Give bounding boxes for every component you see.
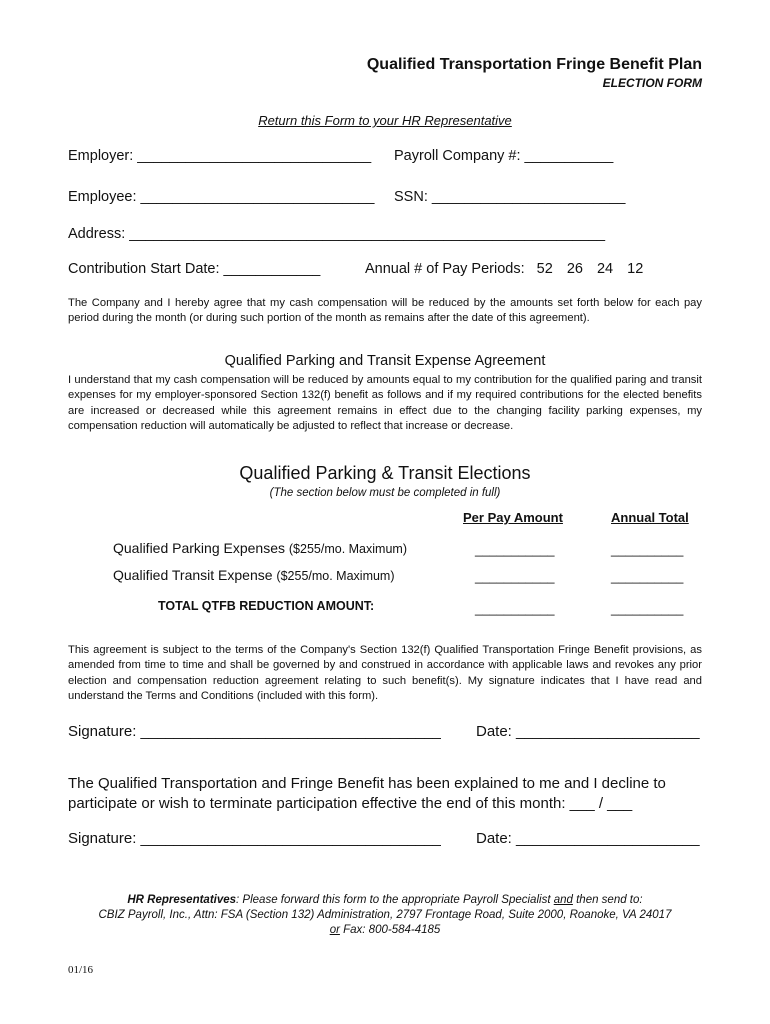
return-note: Return this Form to your HR Representative [258,113,512,128]
decline-signature-field[interactable]: Signature: ____________________________________ [68,830,441,847]
transit-max: ($255/mo. Maximum) [276,569,395,583]
total-per-pay-field[interactable]: ___________ [475,601,555,616]
parking-annual-field[interactable]: __________ [611,542,684,557]
elections-heading: Qualified Parking & Transit Elections [239,463,531,483]
form-title: Qualified Transportation Fringe Benefit Plan [366,56,702,73]
intro-paragraph: The Company and I hereby agree that my cash compensation will be reduced by the amounts set forth below for each pay period during the month (or during such portion of the month as remains after the date of this agreement). [68,297,702,325]
contribution-start-field[interactable]: Contribution Start Date: ____________ [68,261,321,277]
pay-periods [365,261,643,277]
total-label: TOTAL QTFB REDUCTION AMOUNT: [158,599,375,613]
per-pay-column-header: Per Pay Amount [463,510,563,525]
pay-period-option[interactable]: 52 [536,261,553,277]
terms-paragraph: This agreement is subject to the terms of the Company's Section 132(f) Qualified Transportation Fringe Benefit provisions, as amended from time to time and shall be governed by and construed in accordance with applicable laws and revokes any prior election and compensation reduction agreement relating to such benefit(s). My signature indicates that I have read and understand the Terms and Conditions (included with this form). [68,644,702,703]
footer-hr-note: HR Representatives: Please forward this form to the appropriate Payroll Specialist and then send to: [127,894,643,906]
parking-max: ($255/mo. Maximum) [288,542,407,556]
footer-fax: or Fax: 800-584-4185 [329,924,441,936]
signature-field[interactable]: Signature: ____________________________________ [68,723,441,740]
pay-periods-label: Annual # of Pay Periods: [365,261,525,277]
date-field[interactable]: Date: ______________________ [476,723,700,740]
agreement-heading: Qualified Parking and Transit Expense Agreement [224,353,546,369]
employer-field[interactable]: Employer: _____________________________ [68,148,372,164]
annual-total-column-header: Annual Total [611,510,689,525]
transit-row-label: Qualified Transit Expense ($255/mo. Maximum) [113,567,395,583]
payroll-company-field[interactable]: Payroll Company #: ___________ [394,148,614,164]
pay-period-option[interactable]: 12 [627,261,644,277]
hr-label: HR Representatives [127,894,237,906]
total-annual-field[interactable]: __________ [611,601,684,616]
form-subtitle: ELECTION FORM [602,76,702,90]
elections-note: (The section below must be completed in full) [269,487,501,499]
parking-per-pay-field[interactable]: ___________ [475,542,555,557]
footer-address: CBIZ Payroll, Inc., Attn: FSA (Section 132) Administration, 2797 Frontage Road, Suite 2000, Roanoke, VA 24017 [98,909,672,921]
decline-statement: The Qualified Transportation and Fringe Benefit has been explained to me and I decline to participate or wish to terminate participation effective the end of this month: ___ / ___ [68,775,666,812]
decline-date-field[interactable]: Date: ______________________ [476,830,700,847]
employee-field[interactable]: Employee: _____________________________ [68,189,375,205]
pay-period-option[interactable]: 24 [596,261,614,277]
parking-row-label: Qualified Parking Expenses ($255/mo. Maximum) [113,540,407,556]
ssn-field[interactable]: SSN: ________________________ [394,189,626,205]
agreement-paragraph: I understand that my cash compensation will be reduced by amounts equal to my contribution for the qualified paring and transit expenses for my employer-sponsored Section 132(f) benefit as follows and if my required contributions for the elected benefits are increased or decreased while this agreement remains in effect due to the changing facility parking expenses, my compensation reduction will automatically be adjusted to reflect that increase or decrease. [68,374,702,433]
transit-per-pay-field[interactable]: ___________ [475,569,555,584]
address-field[interactable]: Address: ___________________________________________________________ [68,226,606,242]
pay-period-option[interactable]: 26 [566,261,583,277]
transit-annual-field[interactable]: __________ [611,569,684,584]
form-version: 01/16 [68,964,94,976]
